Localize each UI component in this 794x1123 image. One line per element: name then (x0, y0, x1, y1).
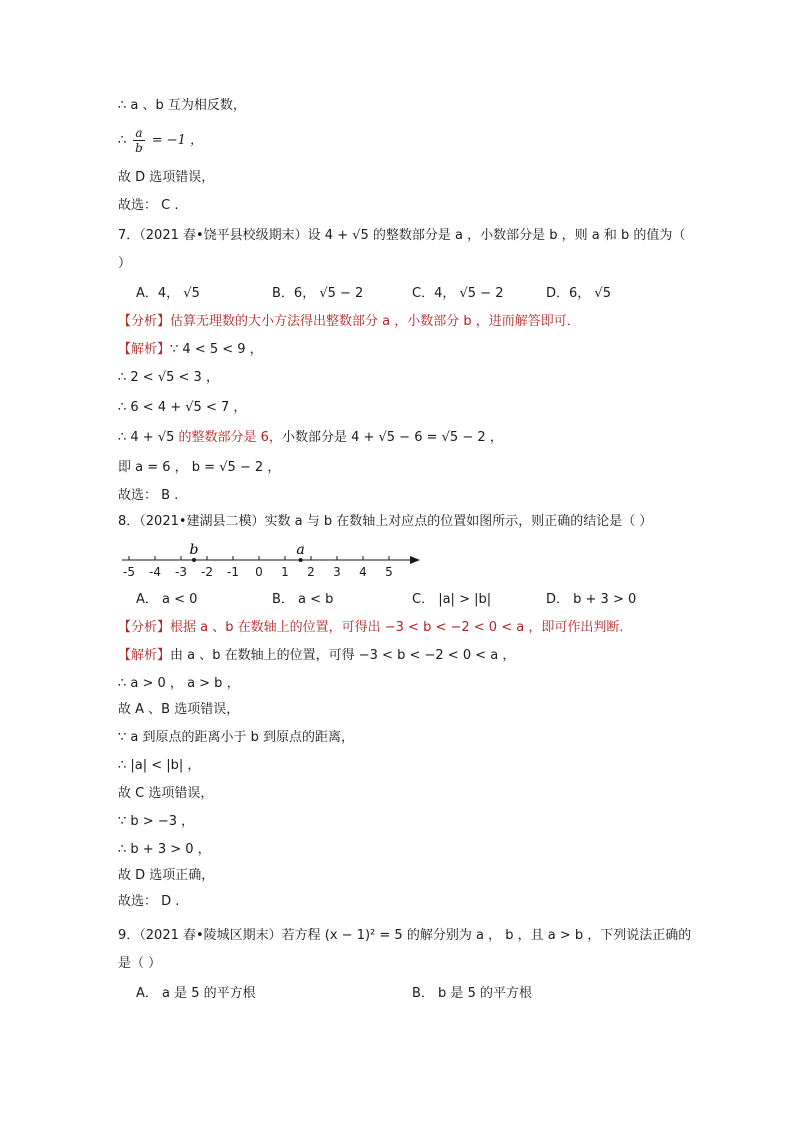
q9-option-a: A． a 是 5 的平方根 (136, 986, 256, 1001)
q8-solution-6: 故 C 选项错误， (118, 786, 214, 801)
point-a-label: a (296, 542, 305, 558)
q7-solution-1: 【解析】∵ 4 < 5 < 9 ， (118, 342, 263, 357)
line-ab-opposite: ∴ a 、b 互为相反数， (118, 98, 246, 113)
q7-answer: 故选： B . (118, 488, 179, 503)
q8-option-b: B． a < b (272, 592, 334, 607)
q7-solution-3: ∴ 6 < 4 + √5 < 7 ， (118, 400, 247, 415)
fraction-a-over-b: $\frac{a}{b}$ (135, 126, 143, 155)
q8-solution-9: 故 D 选项正确， (118, 868, 215, 883)
tick-label: -4 (149, 565, 161, 579)
q7-solution-4: ∴ 4 + √5 的整数部分是 6，小数部分是 4 + √5 − 6 = √5 − 2 ， (118, 430, 503, 445)
q8-stem: 8．（2021•建湖县二模）实数 a 与 b 在数轴上对应点的位置如图所示，则正确的结论是（ ） (118, 514, 653, 529)
tick-label: -2 (201, 565, 213, 579)
q8-analysis: 【分析】根据 a 、b 在数轴上的位置，可得出 −3 < b < −2 < 0 < a ，即可作出判断． (118, 620, 633, 635)
q8-solution-3: 故 A 、B 选项错误， (118, 702, 240, 717)
point-b-dot (192, 558, 196, 562)
q8-solution-8: ∴ b + 3 > 0 ， (118, 842, 211, 857)
q8-solution-2: ∴ a > 0 ， a > b ， (118, 676, 240, 691)
q8-solution-1: 【解析】由 a 、b 在数轴上的位置，可得 −3 < b < −2 < 0 < a ， (118, 648, 516, 663)
line-fraction: ∴ $\frac{a}{b}$ = −1 ， (118, 126, 204, 155)
q8-option-c: C． |a| > |b| (412, 592, 492, 607)
q7-option-c: C．4， √5 − 2 (412, 286, 504, 301)
q7-analysis: 【分析】估算无理数的大小方法得出整数部分 a ，小数部分 b ，进而解答即可． (118, 314, 580, 329)
q7-solution-2: ∴ 2 < √5 < 3 ， (118, 370, 219, 385)
tick-label: 3 (333, 565, 341, 579)
tick-label: 2 (307, 565, 315, 579)
q7-stem-cont: ） (118, 256, 132, 271)
tick-label: 0 (255, 565, 263, 579)
line-d-wrong: 故 D 选项错误， (118, 170, 215, 185)
q8-solution-5: ∴ |a| < |b| ， (118, 758, 201, 773)
tick-label: 4 (359, 565, 367, 579)
tick-label: 1 (281, 565, 289, 579)
q8-solution-4: ∵ a 到原点的距离小于 b 到原点的距离， (118, 730, 355, 745)
q7-option-d: D．6， √5 (546, 286, 611, 301)
q7-option-b: B．6， √5 − 2 (272, 286, 364, 301)
q8-option-d: D． b + 3 > 0 (546, 592, 637, 607)
number-line-arrow (410, 556, 420, 564)
q9-option-b: B． b 是 5 的平方根 (412, 986, 532, 1001)
q7-option-a: A．4， √5 (136, 286, 200, 301)
line-answer-c: 故选： C . (118, 198, 179, 213)
tick-label: -1 (227, 565, 239, 579)
tick-label: 5 (385, 565, 393, 579)
q9-stem: 9．（2021 春•陵城区期末）若方程 (x − 1)² = 5 的解分别为 a ， b ，且 a > b ，下列说法正确的 (118, 928, 692, 943)
point-b-label: b (189, 542, 199, 558)
q8-option-a: A． a < 0 (136, 592, 198, 607)
q8-solution-7: ∵ b > −3 ， (118, 814, 195, 829)
number-line-figure (116, 538, 426, 582)
tick-label: -3 (175, 565, 187, 579)
q9-stem-cont: 是（ ） (118, 956, 162, 971)
tick-label: -5 (123, 565, 135, 579)
q7-stem: 7．（2021 春•饶平县校级期末）设 4 + √5 的整数部分是 a ，小数部分是 b ，则 a 和 b 的值为（ (118, 228, 686, 243)
q7-solution-5: 即 a = 6 ， b = √5 − 2 ， (118, 460, 281, 475)
q8-answer: 故选： D . (118, 894, 180, 909)
point-a-dot (299, 558, 303, 562)
